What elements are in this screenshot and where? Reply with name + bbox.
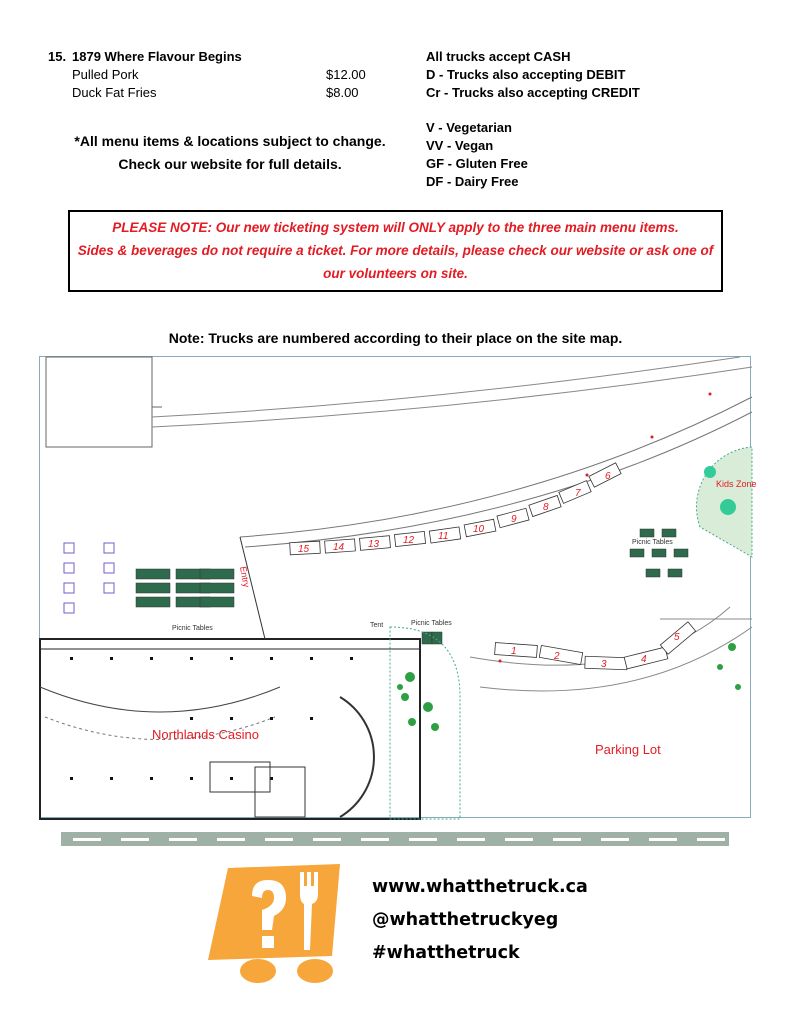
truck-number: 3 [601,659,607,670]
road-dash [265,838,293,841]
menu-item-name: Duck Fat Fries [72,85,157,100]
road-dash [217,838,245,841]
menu-item-price: $8.00 [326,85,359,100]
truck-number: 4 [641,654,647,665]
site-map-drawing [40,357,757,819]
truck-number: 9 [511,514,517,525]
road-dash [361,838,389,841]
payment-debit: D - Trucks also accepting DEBIT [426,67,626,82]
notice-line-3: our volunteers on site. [323,266,468,281]
road-dash [505,838,533,841]
diet-vegan: VV - Vegan [426,138,494,153]
truck-number: 5 [674,632,680,643]
menu-item-price: $12.00 [326,67,366,82]
picnic-tables-label: Picnic Tables [411,620,452,627]
map-note: Note: Trucks are numbered according to their place on the site map. [168,330,623,346]
entry-label: Entry [238,565,252,589]
road-dash [169,838,197,841]
truck-number: 2 [554,651,560,662]
truck-number: 6 [605,471,611,482]
picnic-tables-label: Picnic Tables [172,625,213,632]
truck-number: 12 [403,535,415,546]
road-dash [649,838,677,841]
truck-number: 1 [511,646,517,657]
road-dash [553,838,581,841]
road-dash [697,838,725,841]
truck-number: 7 [575,488,581,499]
payment-credit: Cr - Trucks also accepting CREDIT [426,85,640,100]
hashtag: #whatthetruck [372,943,520,963]
diet-gluten-free: GF - Gluten Free [426,156,528,171]
food-truck-logo-icon [200,856,350,986]
picnic-tables-label: Picnic Tables [632,539,673,546]
kids-zone-label: Kids Zone [716,479,757,489]
logo [200,856,350,986]
truck-number: 15 [298,544,310,555]
road-divider [61,832,729,846]
site-map [39,356,757,818]
truck-number: 13 [368,539,380,550]
road-dash [601,838,629,841]
parking-lot-label: Parking Lot [595,742,661,757]
truck-number: 10 [473,524,485,535]
notice-line-1: PLEASE NOTE: Our new ticketing system will ONLY apply to the three main menu items. [112,220,679,235]
website-link[interactable]: www.whatthetruck.ca [372,877,588,897]
vendor-name: 1879 Where Flavour Begins [72,49,242,64]
road-dash [121,838,149,841]
vendor-number: 15. [48,49,67,64]
casino-label: Northlands Casino [152,727,259,742]
truck-number: 8 [543,502,549,513]
road-dash [313,838,341,841]
truck-number: 14 [333,542,345,553]
notice-line-2: Sides & beverages do not require a ticket. For more details, please check our website or ask one of [77,243,714,258]
social-handle[interactable]: @whatthetruckyeg [372,910,559,930]
diet-dairy-free: DF - Dairy Free [426,174,519,189]
disclaimer-line-2: Check our website for full details. [118,156,342,172]
payment-cash: All trucks accept CASH [426,49,571,64]
diet-vegetarian: V - Vegetarian [426,120,512,135]
disclaimer-line-1: *All menu items & locations subject to change. [74,133,386,149]
road-dash [409,838,437,841]
menu-item-name: Pulled Pork [72,67,139,82]
road-dash [73,838,101,841]
ticketing-notice [68,210,723,292]
truck-number: 11 [438,531,449,542]
road-dash [457,838,485,841]
tent-label: Tent [370,622,384,629]
